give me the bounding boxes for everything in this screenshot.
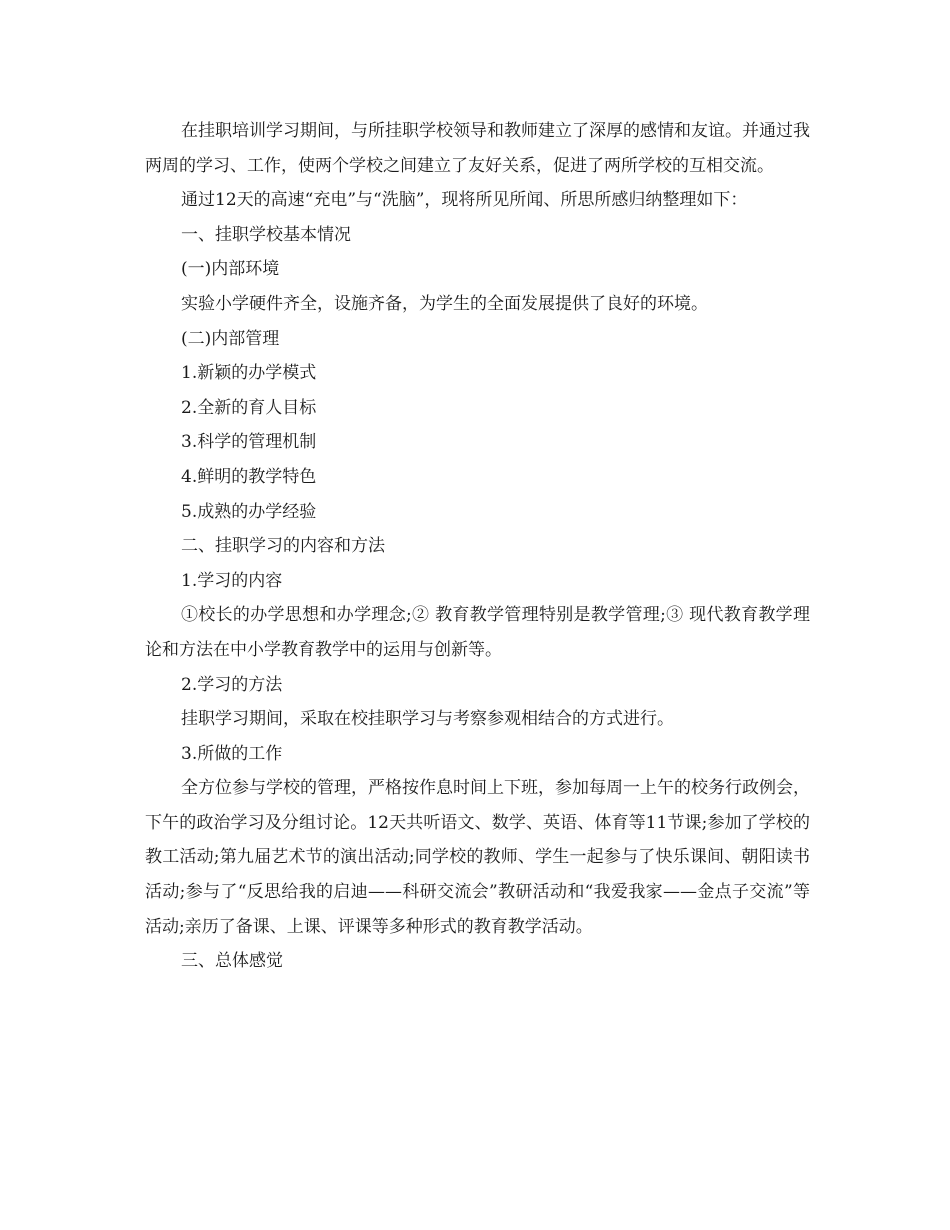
paragraph-intro-relations: 在挂职培训学习期间，与所挂职学校领导和教师建立了深厚的感情和友谊。并通过我两周的学习、工作，使两个学校之间建立了友好关系，促进了两所学校的互相交流。 xyxy=(145,121,810,176)
list-item-management-1: 1.新颖的办学模式 xyxy=(181,363,317,384)
heading-learning-content: 1.学习的内容 xyxy=(181,570,283,591)
paragraph-learning-method: 挂职学习期间，采取在校挂职学习与考察参观相结合的方式进行。 xyxy=(181,709,674,730)
paragraph-intro-summary: 通过12天的高速“充电”与“洗脑”，现将所见所闻、所思所感归纳整理如下： xyxy=(181,190,748,211)
heading-subsection-management: (二)内部管理 xyxy=(181,328,280,349)
heading-section-1: 一、挂职学校基本情况 xyxy=(181,224,351,245)
list-item-management-5: 5.成熟的办学经验 xyxy=(181,501,317,522)
paragraph-environment: 实验小学硬件齐全，设施齐备，为学生的全面发展提供了良好的环境。 xyxy=(181,293,708,314)
document-body xyxy=(145,114,810,979)
heading-work-done: 3.所做的工作 xyxy=(181,743,283,764)
list-item-management-3: 3.科学的管理机制 xyxy=(181,432,317,453)
list-item-management-2: 2.全新的育人目标 xyxy=(181,397,317,418)
heading-learning-method: 2.学习的方法 xyxy=(181,674,283,695)
heading-section-3: 三、总体感觉 xyxy=(181,951,283,972)
paragraph-work-done: 全方位参与学校的管理，严格按作息时间上下班，参加每周一上午的校务行政例会，下午的政治学习及分组讨论。12天共听语文、数学、英语、体育等11节课;参加了学校的教工活动;第九届艺术节的演出活动;同学校的教师、学生一起参与了快乐课间、朝阳读书活动;参与了“反思给我的启迪——科研交流会”教研活动和“我爱我家——金点子交流”等活动;亲历了备课、上课、评课等多种形式的教育教学活动。 xyxy=(145,778,810,937)
list-item-management-4: 4.鲜明的教学特色 xyxy=(181,466,317,487)
heading-subsection-environment: (一)内部环境 xyxy=(181,259,280,280)
paragraph-learning-content: ①校长的办学思想和办学理念;② 教育教学管理特别是教学管理;③ 现代教育教学理论和方法在中小学教育教学中的运用与创新等。 xyxy=(145,605,810,660)
heading-section-2: 二、挂职学习的内容和方法 xyxy=(181,536,385,557)
